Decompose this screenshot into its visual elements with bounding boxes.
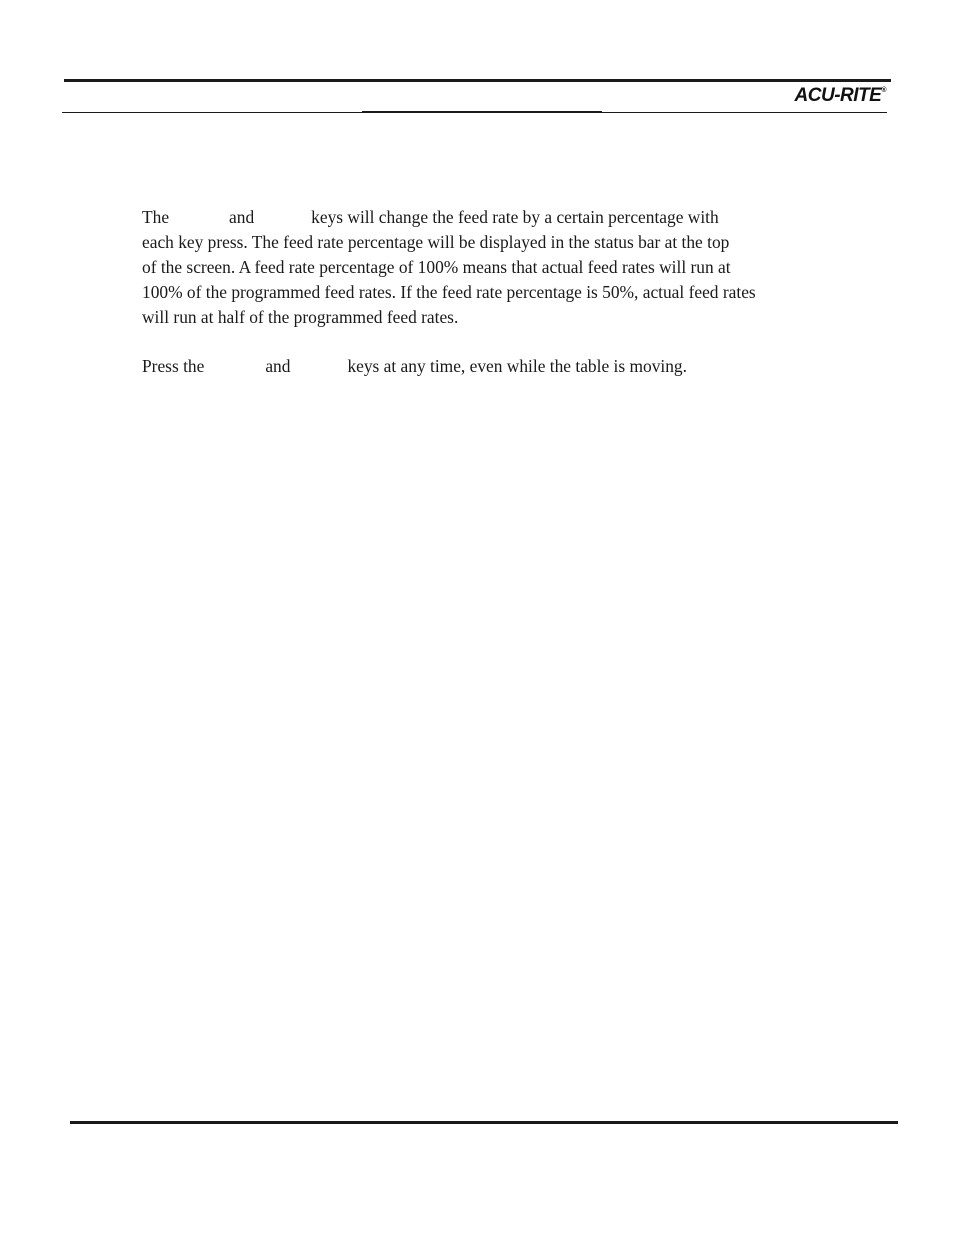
feed-rate-paragraph <box>142 205 822 330</box>
header-top-rule <box>64 79 891 82</box>
press-keys-paragraph <box>142 354 822 379</box>
paragraph-line: of the screen. A feed rate percentage of 100% means that actual feed rates will run at <box>142 257 731 277</box>
acu-rite-logo: ACU-RITE® <box>794 85 886 106</box>
paragraph-line: will run at half of the programmed feed rates. <box>142 307 459 327</box>
paragraph-line: Press the and keys at any time, even while the table is moving. <box>142 356 687 376</box>
header-bottom-rule <box>62 112 887 113</box>
paragraph-line: each key press. The feed rate percentage will be displayed in the status bar at the top <box>142 232 730 252</box>
footer-rule <box>70 1121 898 1124</box>
paragraph-line: 100% of the programmed feed rates. If the feed rate percentage is 50%, actual feed rates <box>142 282 756 302</box>
paragraph-line: The and keys will change the feed rate by a certain percentage with <box>142 207 719 227</box>
